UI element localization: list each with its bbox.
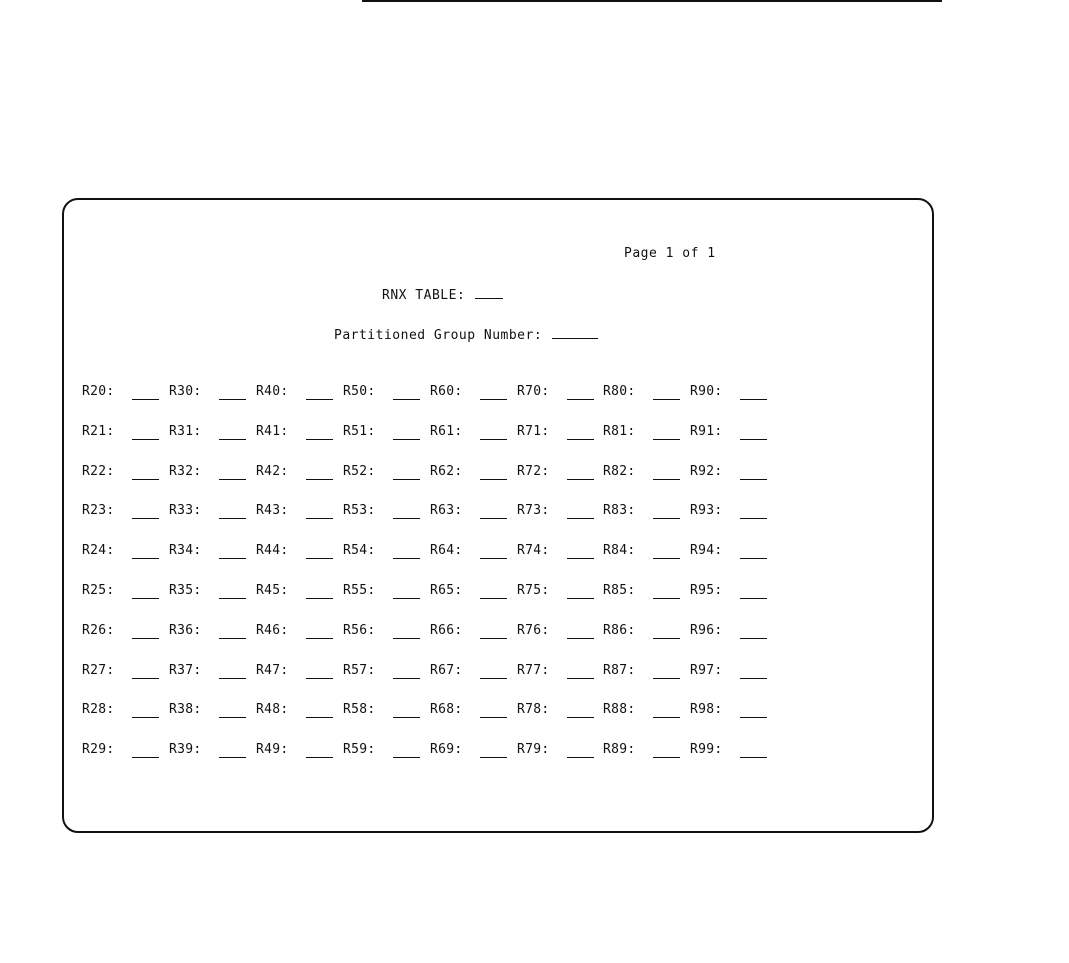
route-label: R21:	[82, 424, 115, 439]
route-field	[517, 503, 550, 521]
route-input-field[interactable]	[567, 479, 594, 480]
route-input-field[interactable]	[219, 598, 246, 599]
route-label: R86:	[603, 623, 636, 638]
route-label: R52:	[343, 464, 376, 479]
route-label: R48:	[256, 702, 289, 717]
route-input-field[interactable]	[480, 638, 507, 639]
partitioned-group-row	[334, 324, 598, 343]
route-label: R29:	[82, 742, 115, 757]
route-input-field[interactable]	[480, 717, 507, 718]
route-label: R69:	[430, 742, 463, 757]
route-field	[690, 663, 723, 681]
route-label: R84:	[603, 543, 636, 558]
rnx-table-row	[382, 284, 503, 303]
route-label: R30:	[169, 384, 202, 399]
route-input-field[interactable]	[480, 757, 507, 758]
grid-row	[82, 503, 782, 521]
route-label: R61:	[430, 424, 463, 439]
route-input-field[interactable]	[653, 479, 680, 480]
grid-row	[82, 464, 782, 482]
route-input-field[interactable]	[393, 757, 420, 758]
grid-row	[82, 623, 782, 641]
route-label: R88:	[603, 702, 636, 717]
route-label: R33:	[169, 503, 202, 518]
route-input-field[interactable]	[740, 439, 767, 440]
route-field	[169, 424, 202, 442]
route-field	[690, 702, 723, 720]
route-field	[82, 742, 115, 760]
route-label: R54:	[343, 543, 376, 558]
route-field	[603, 742, 636, 760]
route-label: R55:	[343, 583, 376, 598]
route-input-field[interactable]	[132, 399, 159, 400]
route-field	[430, 464, 463, 482]
route-field	[603, 583, 636, 601]
route-input-field[interactable]	[306, 598, 333, 599]
route-input-field[interactable]	[653, 399, 680, 400]
route-input-field[interactable]	[567, 757, 594, 758]
route-input-field[interactable]	[219, 439, 246, 440]
route-label: R73:	[517, 503, 550, 518]
route-field	[169, 623, 202, 641]
route-input-field[interactable]	[306, 558, 333, 559]
route-label: R45:	[256, 583, 289, 598]
route-input-field[interactable]	[132, 678, 159, 679]
route-field	[690, 424, 723, 442]
route-field	[343, 503, 376, 521]
route-input-field[interactable]	[740, 638, 767, 639]
route-label: R51:	[343, 424, 376, 439]
route-label: R74:	[517, 543, 550, 558]
route-field	[690, 583, 723, 601]
route-field	[603, 464, 636, 482]
route-field	[690, 543, 723, 561]
route-label: R87:	[603, 663, 636, 678]
route-input-field[interactable]	[306, 717, 333, 718]
route-label: R68:	[430, 702, 463, 717]
route-label: R95:	[690, 583, 723, 598]
route-input-field[interactable]	[567, 678, 594, 679]
partitioned-group-label: Partitioned Group Number:	[334, 328, 543, 343]
route-label: R94:	[690, 543, 723, 558]
route-label: R71:	[517, 424, 550, 439]
route-label: R47:	[256, 663, 289, 678]
route-field	[430, 424, 463, 442]
rnx-table-label: RNX TABLE:	[382, 288, 466, 303]
route-input-field[interactable]	[480, 399, 507, 400]
route-input-field[interactable]	[740, 598, 767, 599]
route-field	[430, 543, 463, 561]
route-label: R34:	[169, 543, 202, 558]
route-input-field[interactable]	[740, 717, 767, 718]
route-label: R24:	[82, 543, 115, 558]
route-field	[82, 424, 115, 442]
route-label: R63:	[430, 503, 463, 518]
grid-row	[82, 543, 782, 561]
route-field	[517, 583, 550, 601]
route-input-field[interactable]	[480, 518, 507, 519]
route-field	[343, 623, 376, 641]
route-field	[430, 742, 463, 760]
route-label: R42:	[256, 464, 289, 479]
route-field	[517, 424, 550, 442]
route-field	[256, 623, 289, 641]
route-field	[82, 583, 115, 601]
route-input-field[interactable]	[480, 598, 507, 599]
route-input-field[interactable]	[132, 439, 159, 440]
route-label: R70:	[517, 384, 550, 399]
route-input-field[interactable]	[567, 638, 594, 639]
route-field	[169, 663, 202, 681]
route-label: R39:	[169, 742, 202, 757]
route-field	[169, 583, 202, 601]
route-input-field[interactable]	[393, 678, 420, 679]
route-field	[82, 503, 115, 521]
route-input-field[interactable]	[132, 479, 159, 480]
route-field	[603, 702, 636, 720]
route-field	[256, 464, 289, 482]
route-label: R80:	[603, 384, 636, 399]
route-input-field[interactable]	[393, 399, 420, 400]
route-label: R58:	[343, 702, 376, 717]
route-input-field[interactable]	[393, 558, 420, 559]
route-field	[169, 702, 202, 720]
route-field	[517, 384, 550, 402]
route-label: R46:	[256, 623, 289, 638]
route-label: R98:	[690, 702, 723, 717]
route-field	[256, 503, 289, 521]
route-field	[169, 543, 202, 561]
route-input-field[interactable]	[219, 757, 246, 758]
route-field	[430, 623, 463, 641]
route-input-field[interactable]	[132, 558, 159, 559]
route-label: R32:	[169, 464, 202, 479]
route-label: R23:	[82, 503, 115, 518]
route-input-field[interactable]	[306, 439, 333, 440]
route-field	[169, 503, 202, 521]
route-label: R35:	[169, 583, 202, 598]
route-label: R81:	[603, 424, 636, 439]
route-field	[517, 742, 550, 760]
route-label: R36:	[169, 623, 202, 638]
grid-row	[82, 742, 782, 760]
route-label: R89:	[603, 742, 636, 757]
route-input-field[interactable]	[480, 678, 507, 679]
grid-row	[82, 583, 782, 601]
route-field	[256, 702, 289, 720]
route-input-field[interactable]	[219, 479, 246, 480]
route-label: R53:	[343, 503, 376, 518]
route-input-field[interactable]	[567, 439, 594, 440]
route-label: R83:	[603, 503, 636, 518]
route-label: R59:	[343, 742, 376, 757]
route-label: R96:	[690, 623, 723, 638]
route-input-field[interactable]	[306, 678, 333, 679]
route-input-field[interactable]	[653, 757, 680, 758]
route-label: R20:	[82, 384, 115, 399]
route-label: R75:	[517, 583, 550, 598]
route-field	[343, 583, 376, 601]
route-field	[343, 384, 376, 402]
route-input-field[interactable]	[740, 558, 767, 559]
route-label: R31:	[169, 424, 202, 439]
route-field	[256, 424, 289, 442]
route-input-field[interactable]	[132, 638, 159, 639]
route-field	[603, 663, 636, 681]
route-field	[430, 583, 463, 601]
rnx-table-field[interactable]	[475, 284, 503, 299]
route-field	[82, 663, 115, 681]
grid-row	[82, 702, 782, 720]
route-input-field[interactable]	[306, 638, 333, 639]
route-input-field[interactable]	[567, 399, 594, 400]
grid-row	[82, 663, 782, 681]
route-input-field[interactable]	[740, 399, 767, 400]
route-label: R43:	[256, 503, 289, 518]
route-field	[343, 424, 376, 442]
route-input-field[interactable]	[480, 558, 507, 559]
partitioned-group-number-field[interactable]	[552, 324, 598, 339]
route-label: R41:	[256, 424, 289, 439]
route-field	[343, 742, 376, 760]
route-input-field[interactable]	[393, 439, 420, 440]
route-label: R65:	[430, 583, 463, 598]
route-label: R79:	[517, 742, 550, 757]
top-divider-line	[362, 0, 942, 2]
route-label: R22:	[82, 464, 115, 479]
route-field	[343, 543, 376, 561]
route-input-field[interactable]	[219, 638, 246, 639]
route-input-field[interactable]	[740, 678, 767, 679]
route-input-field[interactable]	[567, 717, 594, 718]
route-field	[603, 543, 636, 561]
route-input-field[interactable]	[567, 518, 594, 519]
route-input-field[interactable]	[306, 399, 333, 400]
route-field	[430, 503, 463, 521]
route-label: R25:	[82, 583, 115, 598]
route-field	[343, 663, 376, 681]
route-input-field[interactable]	[653, 598, 680, 599]
page-indicator: Page 1 of 1	[624, 246, 716, 261]
route-input-field[interactable]	[132, 717, 159, 718]
route-input-field[interactable]	[219, 717, 246, 718]
route-field	[517, 464, 550, 482]
route-input-field[interactable]	[393, 518, 420, 519]
route-input-field[interactable]	[219, 558, 246, 559]
route-label: R44:	[256, 543, 289, 558]
route-field	[690, 742, 723, 760]
route-field	[690, 623, 723, 641]
route-input-field[interactable]	[306, 518, 333, 519]
route-field	[256, 742, 289, 760]
route-field	[169, 384, 202, 402]
route-label: R66:	[430, 623, 463, 638]
route-label: R62:	[430, 464, 463, 479]
route-label: R85:	[603, 583, 636, 598]
route-field	[82, 623, 115, 641]
route-input-field[interactable]	[567, 598, 594, 599]
route-label: R92:	[690, 464, 723, 479]
grid-row	[82, 424, 782, 442]
route-input-field[interactable]	[653, 518, 680, 519]
route-input-field[interactable]	[132, 518, 159, 519]
route-field	[603, 384, 636, 402]
route-field	[256, 543, 289, 561]
route-label: R72:	[517, 464, 550, 479]
route-input-field[interactable]	[132, 598, 159, 599]
route-label: R82:	[603, 464, 636, 479]
route-label: R56:	[343, 623, 376, 638]
route-input-field[interactable]	[653, 678, 680, 679]
route-input-field[interactable]	[653, 638, 680, 639]
route-label: R99:	[690, 742, 723, 757]
route-input-field[interactable]	[653, 558, 680, 559]
route-input-field[interactable]	[393, 638, 420, 639]
route-input-field[interactable]	[219, 518, 246, 519]
route-field	[603, 424, 636, 442]
route-label: R93:	[690, 503, 723, 518]
route-input-field[interactable]	[653, 717, 680, 718]
route-field	[603, 623, 636, 641]
route-field	[430, 663, 463, 681]
route-field	[82, 543, 115, 561]
route-field	[603, 503, 636, 521]
route-label: R67:	[430, 663, 463, 678]
route-input-field[interactable]	[480, 439, 507, 440]
route-input-field[interactable]	[653, 439, 680, 440]
route-field	[256, 384, 289, 402]
route-input-field[interactable]	[740, 479, 767, 480]
route-label: R37:	[169, 663, 202, 678]
route-field	[256, 583, 289, 601]
route-label: R57:	[343, 663, 376, 678]
route-field	[517, 702, 550, 720]
route-label: R28:	[82, 702, 115, 717]
route-label: R38:	[169, 702, 202, 717]
route-input-field[interactable]	[740, 757, 767, 758]
route-field	[256, 663, 289, 681]
route-label: R27:	[82, 663, 115, 678]
route-label: R40:	[256, 384, 289, 399]
route-label: R64:	[430, 543, 463, 558]
route-label: R90:	[690, 384, 723, 399]
route-field	[517, 623, 550, 641]
route-field	[690, 503, 723, 521]
route-input-field[interactable]	[567, 558, 594, 559]
route-label: R91:	[690, 424, 723, 439]
route-label: R26:	[82, 623, 115, 638]
route-field	[169, 742, 202, 760]
route-field	[430, 384, 463, 402]
route-field	[82, 702, 115, 720]
route-input-field[interactable]	[740, 518, 767, 519]
route-input-field[interactable]	[132, 757, 159, 758]
route-label: R76:	[517, 623, 550, 638]
route-field	[343, 464, 376, 482]
route-field	[82, 384, 115, 402]
route-label: R60:	[430, 384, 463, 399]
route-label: R77:	[517, 663, 550, 678]
route-field	[690, 464, 723, 482]
route-label: R97:	[690, 663, 723, 678]
route-input-field[interactable]	[219, 399, 246, 400]
route-field	[343, 702, 376, 720]
route-label: R50:	[343, 384, 376, 399]
route-label: R49:	[256, 742, 289, 757]
route-input-field[interactable]	[306, 757, 333, 758]
route-field	[169, 464, 202, 482]
route-label: R78:	[517, 702, 550, 717]
route-field	[430, 702, 463, 720]
route-field	[517, 663, 550, 681]
route-field	[82, 464, 115, 482]
route-input-field[interactable]	[393, 598, 420, 599]
route-input-field[interactable]	[306, 479, 333, 480]
route-input-field[interactable]	[393, 717, 420, 718]
route-field	[690, 384, 723, 402]
grid-row	[82, 384, 782, 402]
route-input-field[interactable]	[480, 479, 507, 480]
route-field	[517, 543, 550, 561]
route-input-field[interactable]	[393, 479, 420, 480]
route-input-field[interactable]	[219, 678, 246, 679]
